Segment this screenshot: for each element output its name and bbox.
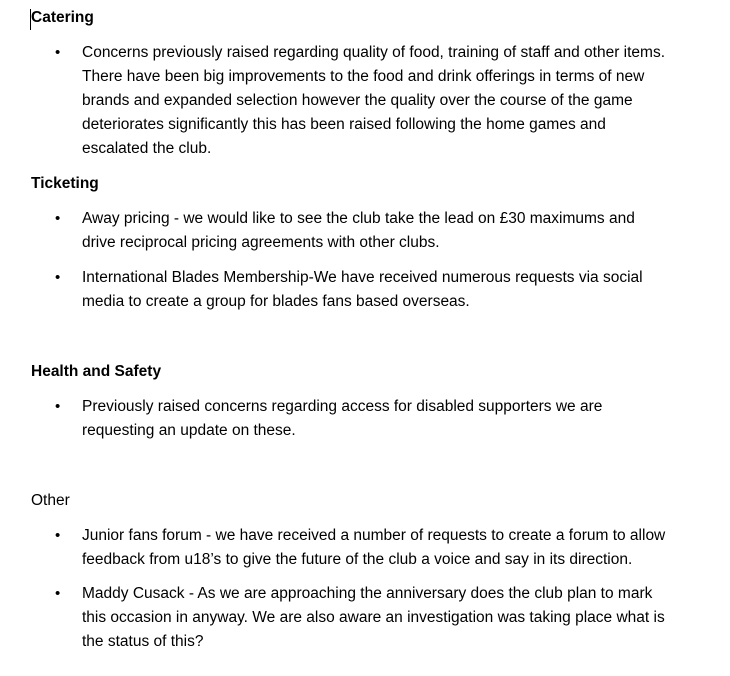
list-item-text: Away pricing - we would like to see the club take the lead on £30 maximums and drive reciprocal pricing agreements with other clubs. — [82, 210, 635, 251]
list-item — [31, 41, 672, 161]
list-item — [31, 524, 672, 572]
health-and-safety-list — [31, 395, 691, 443]
other-list — [31, 524, 691, 654]
list-item — [31, 582, 672, 654]
section-heading-ticketing: Ticketing — [31, 175, 99, 192]
list-item-text: Previously raised concerns regarding access for disabled supporters we are requesting an update on these. — [82, 398, 603, 439]
section-heading-catering: Catering — [31, 9, 94, 26]
bullet-icon: • — [55, 210, 61, 227]
bullet-icon: • — [55, 585, 61, 602]
list-item — [31, 266, 672, 314]
document-body[interactable] — [31, 6, 691, 654]
list-item — [31, 395, 672, 443]
list-item-text: International Blades Membership-We have received numerous requests via social media to create a group for blades fans based overseas. — [82, 269, 643, 310]
bullet-icon: • — [55, 527, 61, 544]
list-item-text: Junior fans forum - we have received a number of requests to create a forum to allow feedback from u18’s to give the future of the club a voice and say in its direction. — [82, 527, 666, 568]
list-item-text: Maddy Cusack - As we are approaching the anniversary does the club plan to mark this occasion in anyway. We are also aware an investigation was taking place what is the status of this? — [82, 585, 665, 650]
bullet-icon: • — [55, 398, 61, 415]
bullet-icon: • — [55, 44, 61, 61]
bullet-icon: • — [55, 269, 61, 286]
catering-list — [31, 41, 691, 161]
section-heading-other: Other — [31, 492, 70, 509]
section-heading-health-and-safety: Health and Safety — [31, 363, 162, 380]
list-item — [31, 207, 672, 255]
list-item-text: Concerns previously raised regarding quality of food, training of staff and other items. There have been big improvements to the food and drink offerings in terms of new brands and expanded selection however the quality over the course of the game deteriorates significantly this has been raised following the home games and escalated the club. — [82, 44, 666, 157]
ticketing-list — [31, 207, 691, 314]
